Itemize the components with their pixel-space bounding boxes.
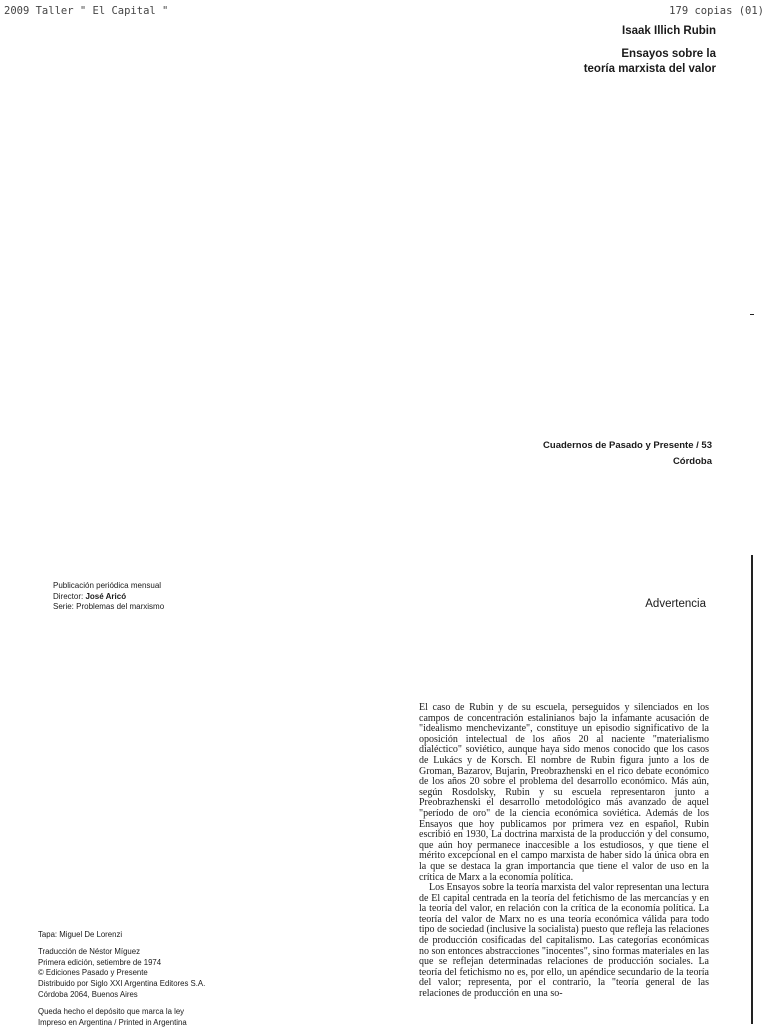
series-name: Cuadernos de Pasado y Presente / 53	[543, 440, 712, 451]
credits	[38, 930, 205, 1028]
scan-edge-line	[751, 555, 753, 1024]
director-name: José Aricó	[85, 591, 127, 601]
credit-printed-in: Impreso en Argentina / Printed in Argentina	[38, 1017, 187, 1027]
publication-city: Córdoba	[672, 456, 712, 467]
credit-address: Córdoba 2064, Buenos Aires	[38, 989, 138, 999]
credit-legal-deposit: Queda hecho el depósito que marca la ley	[38, 1006, 185, 1016]
colophon-director	[53, 592, 164, 603]
body-text	[419, 703, 709, 1000]
colophon	[53, 581, 164, 613]
book-title-line-1: Ensayos sobre la	[621, 48, 716, 60]
credit-translation: Traducción de Néstor Míguez	[38, 946, 140, 956]
scan-edge-mark	[750, 314, 754, 315]
running-header-right: 179 copias (01)	[669, 5, 764, 17]
credit-copyright: © Ediciones Pasado y Presente	[38, 968, 148, 978]
director-label: Director:	[53, 591, 84, 601]
credit-edition: Primera edición, setiembre de 1974	[38, 957, 162, 967]
body-paragraph-2: Los Ensayos sobre la teoría marxista del valor representan una lectura de El capital centrada en la teoría del fetichismo de las mercancías y en la teoría del valor, en relación con la crítica de la economía política. La teoría del valor de Marx no es una teoría económica válida para todo tipo de sociedad (inclusive la socialista) puesto que refleja las relaciones de producción cosificadas del capitalismo. Las categorías económicas no son entonces abstracciones "inocentes", sino formas materiales en las que se reflejan determinadas relaciones de producción sociales. La teoría del fetichismo no es, por ello, un apéndice secundario de la teoría del valor; representa, por el contrario, la "teoría general de las relaciones de producción en una so-	[419, 882, 709, 1000]
credit-cover: Tapa: Miguel De Lorenzi	[38, 930, 123, 939]
book-title	[584, 47, 716, 77]
body-paragraph-1: El caso de Rubin y de su escuela, perseguidos y silenciados en los campos de concentración estalinianos bajo la infamante acusación de "idealismo menchevizante", constituye un episodio significativo de la oposición intelectual de los años 20 al naciente "materialismo dialéctico" soviético, aunque haya sido menos conocido que los casos de Lukács y de Korsch. El nombre de Rubin figura junto a los de Groman, Bazarov, Bujarin, Preobrazhenski en el rico debate económico de los años 20 sobre el problema del desarrollo económico. Más aún, según Rosdolsky, Rubin y su escuela representaron junto a Preobrazhenski el desarrollo metodológico más avanzado de aquel "período de oro" de la ciencia económica soviética. Además de los Ensayos que hoy publicamos por primera vez en español, Rubin escribió en 1930, La doctrina marxista de la producción y del consumo, que aún hoy permanece inaccesible a los estudiosos, y que tiene el mérito excepcional en el campo marxista de haber sido la única obra en la que se destaca la gran importancia que tiene el valor de uso en la crítica de Marx a la economía política.	[419, 702, 709, 883]
book-title-line-2: teoría marxista del valor	[583, 63, 716, 75]
serie-label: Serie:	[53, 602, 74, 611]
colophon-serie	[53, 602, 164, 613]
serie-name: Problemas del marxismo	[76, 602, 165, 611]
credit-distribution: Distribuido por Siglo XXI Argentina Editores S.A.	[38, 979, 206, 989]
section-heading: Advertencia	[645, 598, 706, 610]
running-header-left: 2009 Taller " El Capital "	[4, 5, 169, 17]
colophon-periodicity: Publicación periódica mensual	[53, 581, 162, 590]
series-block	[543, 438, 712, 470]
author-name: Isaak Illich Rubin	[622, 25, 716, 37]
